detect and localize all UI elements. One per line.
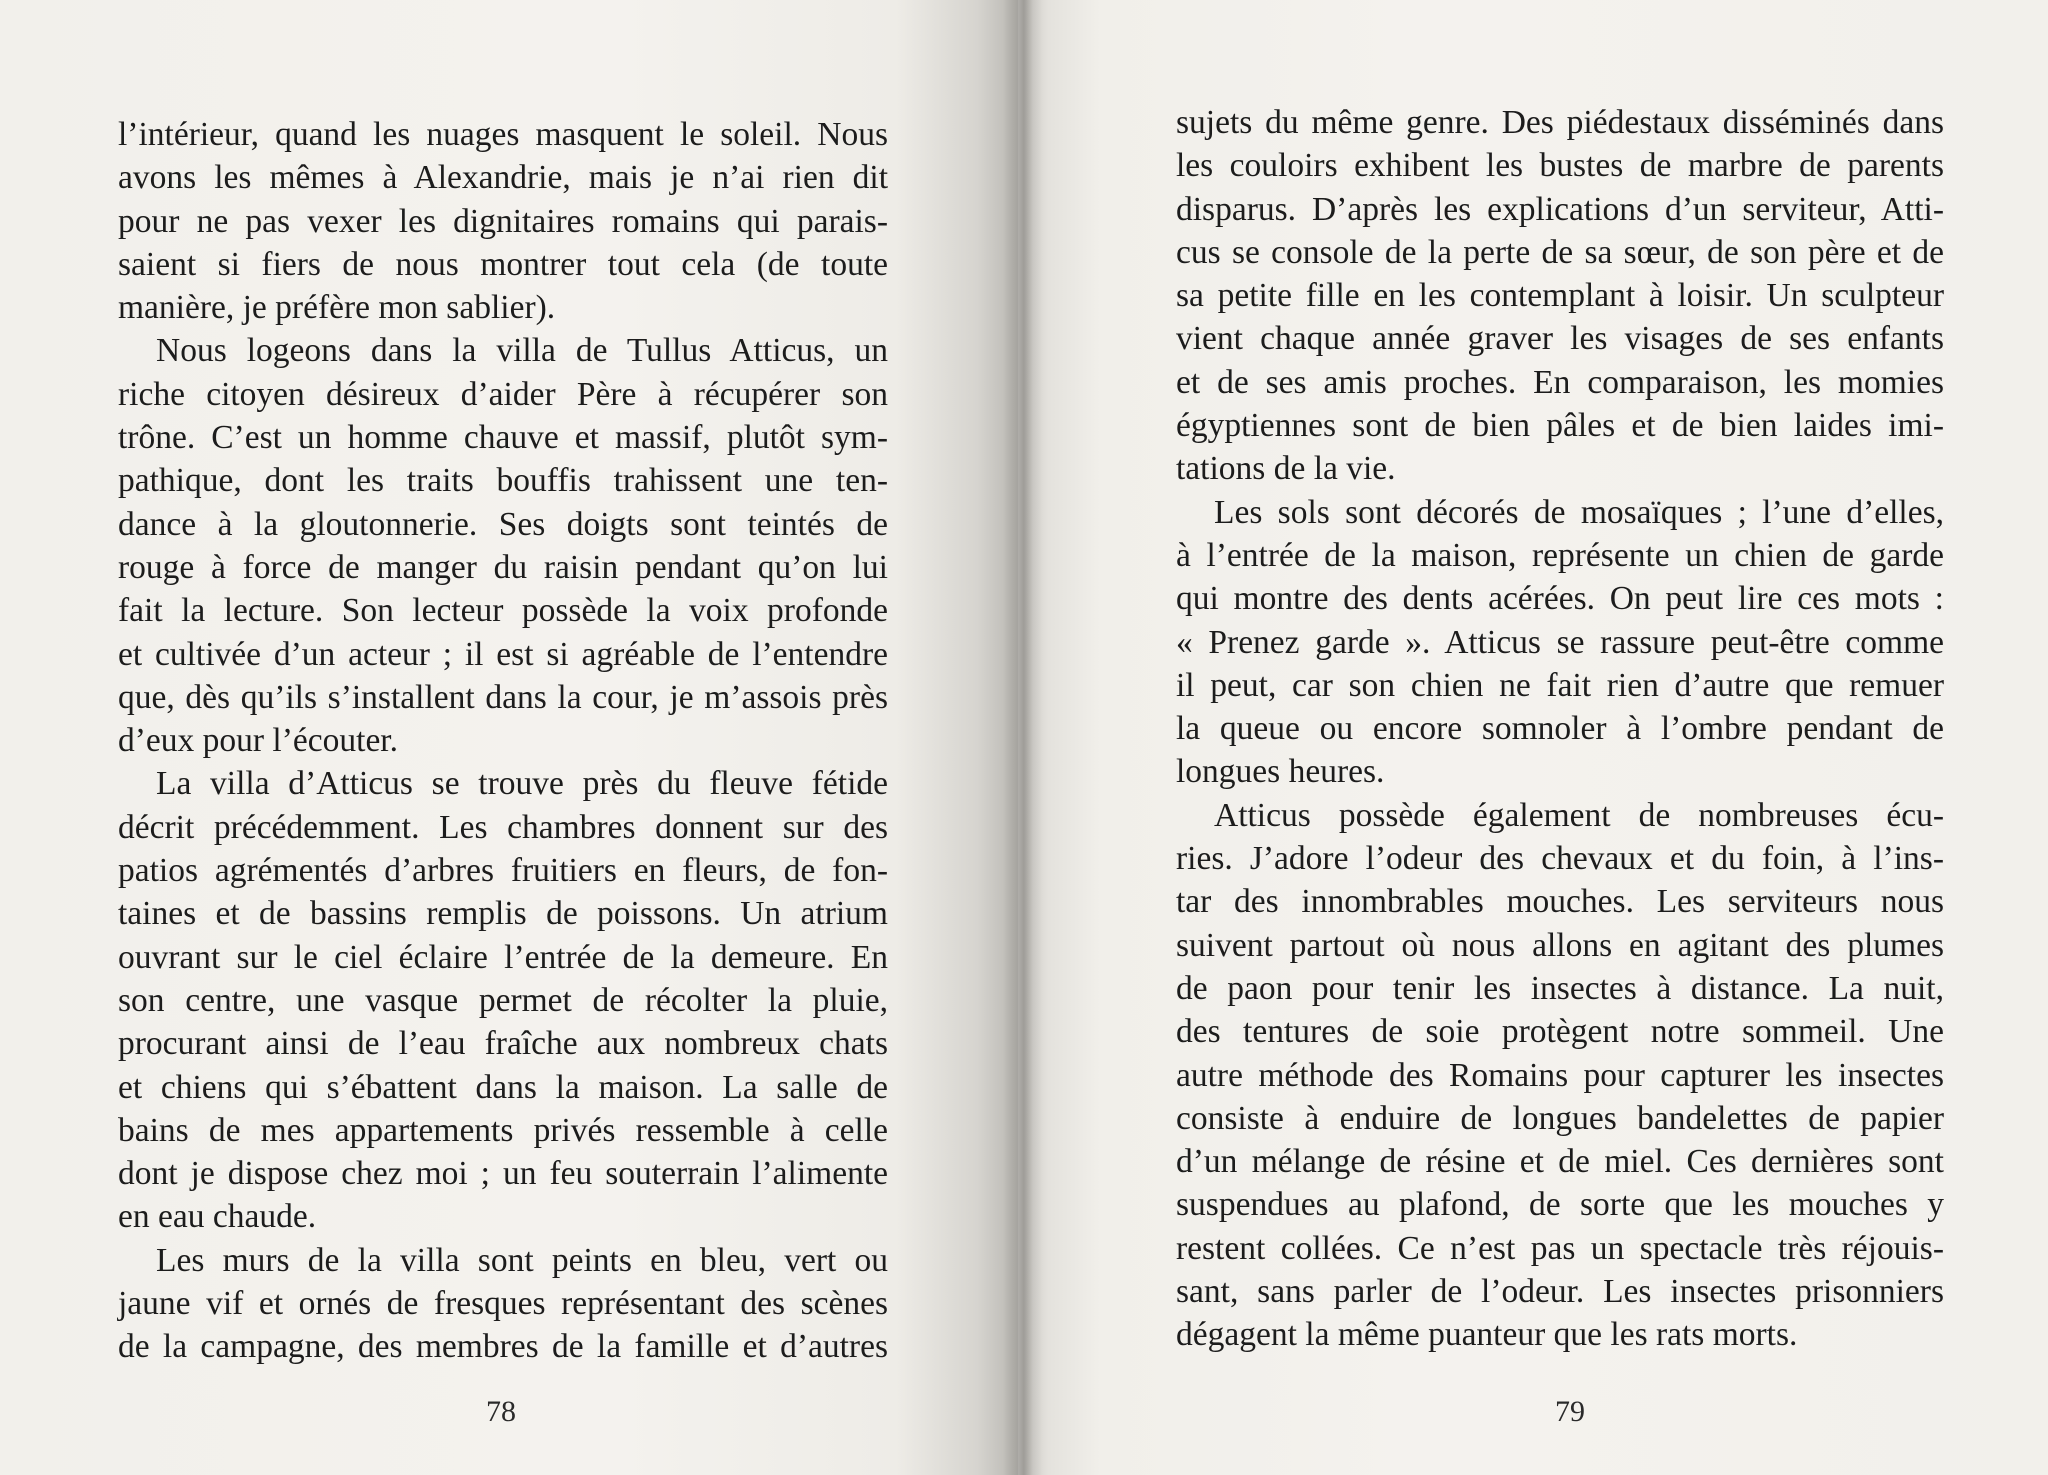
text-line: vient chaque année graver les visages de ses enfants: [1176, 320, 1944, 358]
text-line: trône. C’est un homme chauve et massif, plutôt sym-: [118, 419, 888, 457]
text-line: « Prenez garde ». Atticus se rassure peut-être comme: [1176, 623, 1944, 661]
text-line: Les murs de la villa sont peints en bleu, vert ou: [156, 1241, 888, 1279]
text-line: dance à la gloutonnerie. Ses doigts sont teintés de: [118, 505, 888, 543]
text-line: procurant ainsi de l’eau fraîche aux nombreux chats: [118, 1025, 888, 1063]
text-line: rouge à force de manger du raisin pendant qu’on lui: [118, 548, 888, 586]
text-line: dégagent la même puanteur que les rats morts.: [1176, 1316, 1798, 1354]
text-line: décrit précédemment. Les chambres donnent sur des: [118, 808, 888, 846]
text-line: et de ses amis proches. En comparaison, les momies: [1176, 363, 1944, 401]
text-line: ouvrant sur le ciel éclaire l’entrée de la demeure. En: [118, 938, 888, 976]
right-page: [1018, 0, 2048, 1475]
text-line: de la campagne, des membres de la famille et d’autres: [118, 1328, 888, 1366]
text-line: des tentures de soie protègent notre sommeil. Une: [1176, 1013, 1944, 1051]
text-line: autre méthode des Romains pour capturer les insectes: [1176, 1056, 1944, 1094]
text-line: cus se console de la perte de sa sœur, de son père et de: [1176, 233, 1944, 271]
text-line: sujets du même genre. Des piédestaux disséminés dans: [1176, 104, 1944, 141]
text-line: bains de mes appartements privés ressemble à celle: [118, 1111, 888, 1149]
text-line: La villa d’Atticus se trouve près du fleuve fétide: [156, 765, 888, 803]
text-line: égyptiennes sont de bien pâles et de bien laides imi-: [1176, 407, 1944, 445]
text-line: d’un mélange de résine et de miel. Ces dernières sont: [1176, 1143, 1944, 1181]
text-line: tar des innombrables mouches. Les serviteurs nous: [1176, 883, 1944, 921]
text-line: son centre, une vasque permet de récolter la pluie,: [118, 981, 888, 1019]
text-line: jaune vif et ornés de fresques représentant des scènes: [118, 1285, 888, 1323]
text-line: tations de la vie.: [1176, 450, 1396, 488]
text-line: qui montre des dents acérées. On peut lire ces mots :: [1176, 580, 1944, 618]
text-line: pour ne pas vexer les dignitaires romains qui parais-: [118, 202, 888, 240]
text-line: manière, je préfère mon sablier).: [118, 289, 556, 327]
text-line: restent collées. Ce n’est pas un spectacle très réjouis-: [1176, 1229, 1944, 1267]
text-line: suivent partout où nous allons en agitant des plumes: [1176, 926, 1944, 964]
text-line: sant, sans parler de l’odeur. Les insectes prisonniers: [1176, 1273, 1944, 1311]
text-line: suspendues au plafond, de sorte que les mouches y: [1176, 1186, 1944, 1224]
text-line: il peut, car son chien ne fait rien d’autre que remuer: [1176, 666, 1944, 704]
text-line: et chiens qui s’ébattent dans la maison. La salle de: [118, 1068, 888, 1106]
text-line: et cultivée d’un acteur ; il est si agréable de l’entendre: [118, 635, 888, 673]
text-line: patios agrémentés d’arbres fruitiers en fleurs, de fon-: [118, 852, 888, 890]
text-line: d’eux pour l’écouter.: [118, 722, 398, 760]
text-line: taines et de bassins remplis de poissons. Un atrium: [118, 895, 888, 933]
text-line: consiste à enduire de longues bandelettes de papier: [1176, 1099, 1944, 1137]
text-line: avons les mêmes à Alexandrie, mais je n’ai rien dit: [118, 159, 888, 197]
text-line: la queue ou encore somnoler à l’ombre pendant de: [1176, 710, 1944, 748]
text-line: en eau chaude.: [118, 1198, 317, 1236]
text-line: saient si fiers de nous montrer tout cela (de toute: [118, 245, 888, 283]
text-line: à l’entrée de la maison, représente un chien de garde: [1176, 536, 1944, 574]
text-line: ries. J’adore l’odeur des chevaux et du foin, à l’ins-: [1176, 840, 1944, 878]
left-page: [0, 0, 1018, 1475]
text-line: Atticus possède également de nombreuses écu-: [1214, 796, 1944, 834]
text-line: sa petite fille en les contemplant à loisir. Un sculpteur: [1176, 277, 1944, 315]
book-gutter-shadow: [1003, 0, 1043, 1475]
text-line: longues heures.: [1176, 753, 1385, 791]
text-line: les couloirs exhibent les bustes de marbre de parents: [1176, 147, 1944, 185]
text-line: Les sols sont décorés de mosaïques ; l’une d’elles,: [1214, 493, 1944, 531]
text-line: Nous logeons dans la villa de Tullus Atticus, un: [156, 332, 888, 370]
right-page-number: 79: [1555, 1395, 1585, 1428]
text-line: l’intérieur, quand les nuages masquent le soleil. Nous: [118, 116, 888, 153]
left-page-text: [118, 113, 888, 1369]
text-line: riche citoyen désireux d’aider Père à récupérer son: [118, 375, 888, 413]
text-line: dont je dispose chez moi ; un feu souterrain l’alimente: [118, 1155, 888, 1193]
text-line: disparus. D’après les explications d’un serviteur, Atti-: [1176, 190, 1944, 228]
left-page-number: 78: [486, 1395, 516, 1428]
right-page-text: [1176, 101, 1944, 1357]
text-line: que, dès qu’ils s’installent dans la cour, je m’assois près: [118, 678, 888, 716]
text-line: pathique, dont les traits bouffis trahissent une ten-: [118, 462, 888, 500]
text-line: de paon pour tenir les insectes à distance. La nuit,: [1176, 969, 1944, 1007]
text-line: fait la lecture. Son lecteur possède la voix profonde: [118, 592, 888, 630]
